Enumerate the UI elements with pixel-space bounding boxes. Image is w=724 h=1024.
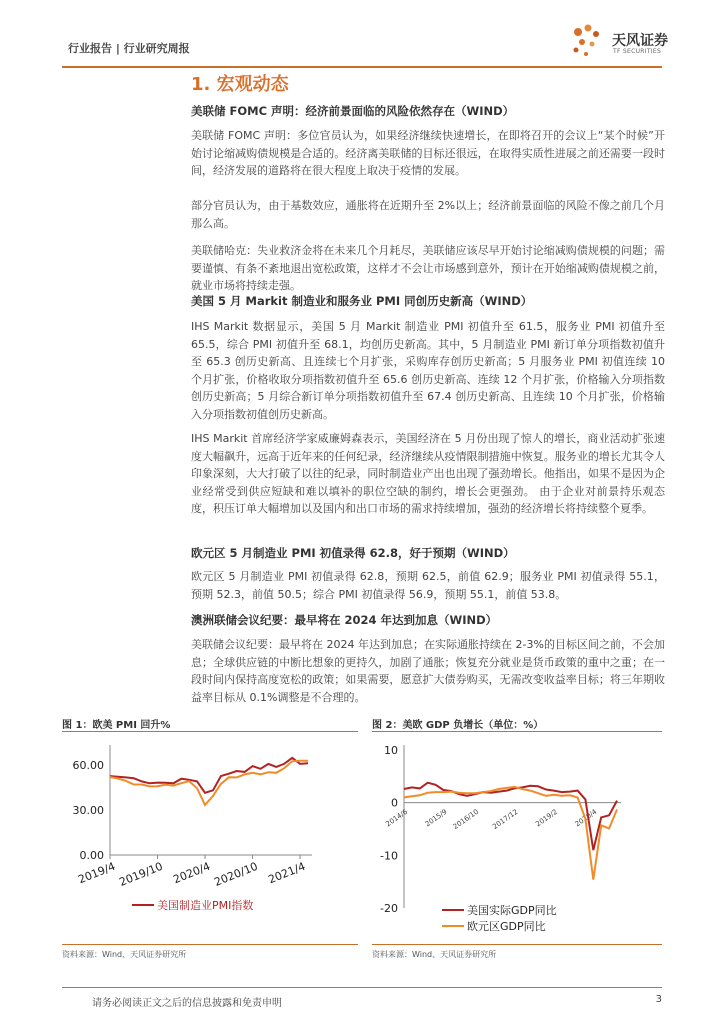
x-tick-label: 2019/4 <box>76 859 118 887</box>
x-tick-label: 2017/12 <box>491 807 520 831</box>
para-fomc-2: 部分官员认为，由于基数效应，通胀将在近期升至 2%以上；经济前景面临的风险不像之前几个月那么高。 <box>191 199 665 230</box>
x-tick-label: 2020/10 <box>212 859 260 889</box>
para-euro-pmi: 欧元区 5 月制造业 PMI 初值录得 62.8，预期 62.5，前值 62.9；服务业 PMI 初值录得 55.1，预期 52.3，前值 50.5；综合 PMI 初值录得 56.9，预期 55.1，前值 53.8。 <box>191 570 665 601</box>
figure-2-source: 资料来源：Wind、天风证券研究所 <box>372 950 497 959</box>
header-rule <box>62 66 662 68</box>
figure-1-rule <box>62 731 358 732</box>
figure-1-source: 资料来源：Wind、天风证券研究所 <box>62 950 187 959</box>
figure-1-title: 图 1：欧美 PMI 回升% <box>62 720 171 731</box>
section-title: 1. 宏观动态 <box>191 74 289 95</box>
para-minutes: 美联储会议纪要：最早将在 2024 年达到加息；在实际通胀持续在 2-3%的目标区间之前，不会加息；全球供应链的中断比想象的更持久，加剧了通胀；恢复充分就业是货币政策的重中之重；在一段时间内保持高度宽松的政策；如果需要，愿意扩大债券购买，无需改变收益率目标；将三年期收益率目标从 0.1%调整是不合理的。 <box>191 638 665 704</box>
x-tick-label: 2019/10 <box>117 859 165 889</box>
figure-2-title: 图 2：美欧 GDP 负增长（单位：%） <box>372 720 544 731</box>
series-line-0 <box>110 758 308 793</box>
tf-logo-icon <box>568 22 612 62</box>
para-us-pmi-1: IHS Markit 数据显示，美国 5 月 Markit 制造业 PMI 初值升至 61.5，服务业 PMI 初值升至 65.5，综合 PMI 初值升至 68.1，均创历史新高。其中，5 月制造业 PMI 新订单分项指数初值升至 65.3 创历史新高、且连续七个月扩张，采购库存创历史新高；5 月服务业 PMI 初值连续 10 个月扩张，价格收取分项指数初值升至 65.6 创历史新高、连续 12 个月扩张，价格输入分项指数创历史新高；5 月综合新订单分项指数初值升至 67.4 创历史新高、且连续 10 个月扩张，价格输入分项指数初值创历史新高。 <box>191 320 665 421</box>
x-tick-label: 2016/10 <box>451 807 481 831</box>
footer-disclaimer: 请务必阅读正文之后的信息披露和免责申明 <box>92 998 282 1009</box>
y-tick-label: -10 <box>380 849 398 863</box>
x-tick-label: 2014/6 <box>384 807 410 829</box>
x-tick-label: 2020/4 <box>171 859 213 887</box>
y-tick-label: 0 <box>391 796 398 810</box>
legend-label: 美国制造业PMI指数 <box>157 899 254 912</box>
para-fomc-3: 美联储哈克：失业救济金将在未来几个月耗尽，美联储应该尽早开始讨论缩减购债规模的问题；需要谨慎、有条不紊地退出宽松政策，这样才不会让市场感到意外，预计在开始缩减购债规模之前，就业市场将持续走强。 <box>191 244 665 292</box>
para-fomc-1: 美联储 FOMC 声明：多位官员认为，如果经济继续快速增长，在即将召开的会议上“某个时候”开始讨论缩减购债规模是合适的。经济离美联储的目标还很远，在取得实质性进展之前还需要一段时间，经济发展的道路将在很大程度上取决于疫情的发展。 <box>191 129 665 177</box>
heading-minutes: 澳洲联储会议纪要：最早将在 2024 年达到加息（WIND） <box>191 613 498 627</box>
brand-sub: TF SECURITIES <box>613 48 662 55</box>
x-tick-label: 2015/9 <box>423 807 449 829</box>
legend-label-0: 美国实际GDP同比 <box>467 904 557 917</box>
legend-label-1: 欧元区GDP同比 <box>467 920 546 933</box>
x-tick-label: 2019/2 <box>534 807 560 829</box>
page-number: 3 <box>655 994 662 1005</box>
y-tick-label: 0.00 <box>79 849 104 862</box>
report-category: 行业报告 | 行业研究周报 <box>68 42 190 55</box>
x-tick-label: 2020/4 <box>573 807 599 829</box>
footer-rule <box>62 987 662 988</box>
y-tick-label: -20 <box>380 902 398 915</box>
heading-fomc: 美联储 FOMC 声明：经济前景面临的风险依然存在（WIND） <box>191 104 515 118</box>
y-tick-label: 30.00 <box>72 804 104 817</box>
heading-euro-pmi: 欧元区 5 月制造业 PMI 初值录得 62.8，好于预期（WIND） <box>191 546 515 560</box>
heading-us-pmi: 美国 5 月 Markit 制造业和服务业 PMI 同创历史新高（WIND） <box>191 294 533 308</box>
chart-pmi <box>62 735 358 945</box>
figure-2-bottom-rule <box>372 944 662 945</box>
series-line-1 <box>110 761 308 805</box>
x-tick-label: 2021/4 <box>266 859 308 887</box>
figure-1-bottom-rule <box>62 944 358 945</box>
chart-gdp <box>372 735 662 945</box>
brand-name: 天风证券 <box>612 33 668 49</box>
y-tick-label: 10 <box>384 744 398 757</box>
figure-2-rule <box>372 731 662 732</box>
para-us-pmi-2: IHS Markit 首席经济学家威廉姆森表示，美国经济在 5 月份出现了惊人的增长，商业活动扩张速度大幅飙升，远高于近年来的任何纪录，经济继续从疫情限制措施中恢复。服务业的增长尤其令人印象深刻，大大打破了以往的纪录，同时制造业产出也出现了强劲增长。他指出，如果不是因为企业经常受到供应短缺和难以填补的职位空缺的制约，增长会更强劲。 由于企业对前景持乐观态度，积压订单大幅增加以及国内和出口市场的需求持续增加，强劲的经济增长将持续整个夏季。 <box>191 432 665 515</box>
y-tick-label: 60.00 <box>72 759 104 772</box>
